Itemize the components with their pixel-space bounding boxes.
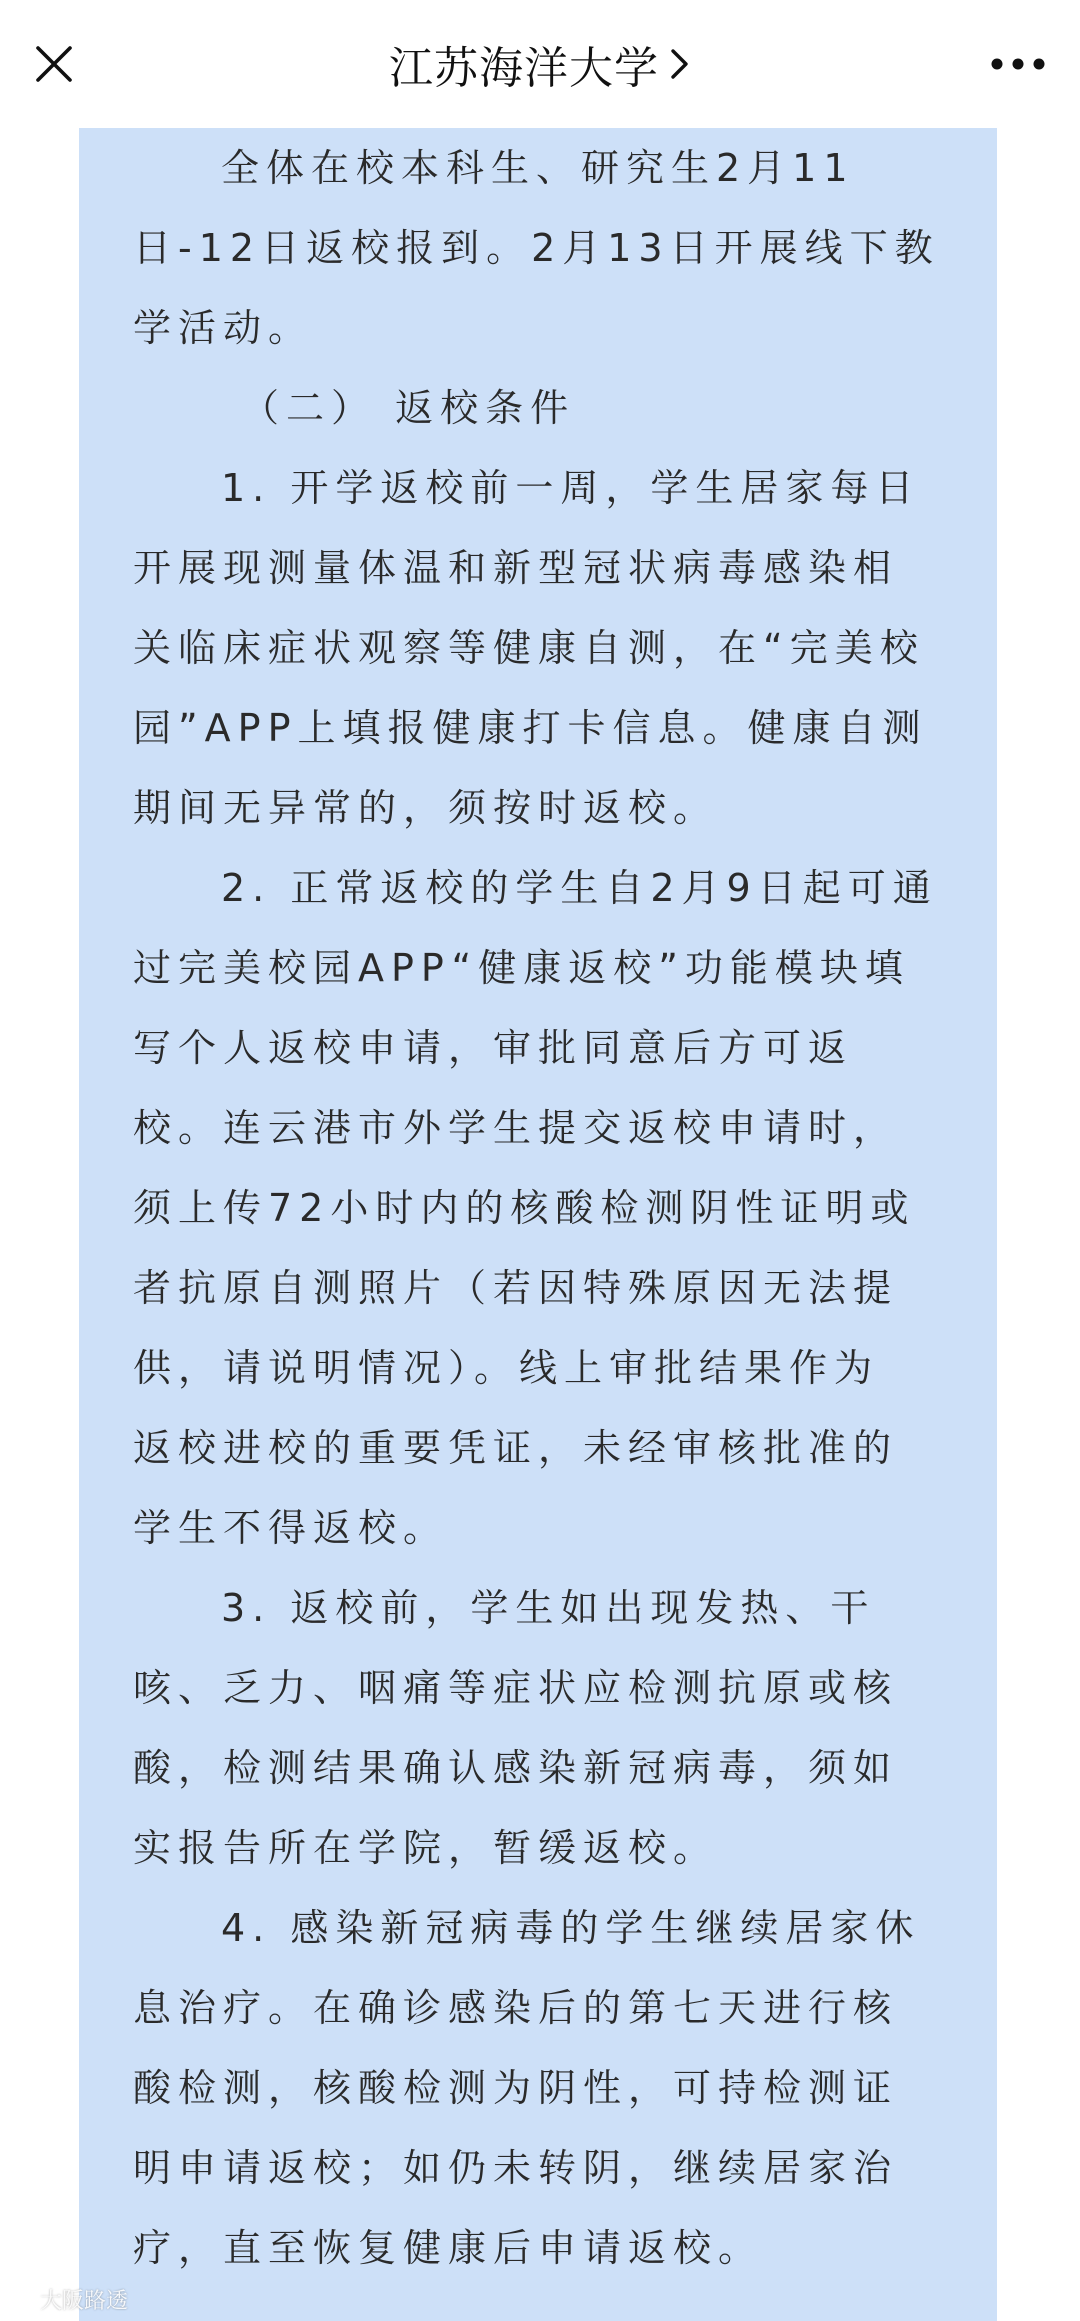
article-line: 疗，直至恢复健康后申请返校。 <box>133 2226 764 2270</box>
article-line: 关临床症状观察等健康自测，在“完美校 <box>133 626 925 670</box>
watermark <box>6 2284 128 2315</box>
article-line: 全体在校本科生、研究生2月11 <box>221 146 855 190</box>
article-line: 4. 感染新冠病毒的学生继续居家休 <box>221 1906 921 1950</box>
article-line: 期间无异常的，须按时返校。 <box>133 786 719 830</box>
article-line: 实报告所在学院，暂缓返校。 <box>133 1826 719 1870</box>
article-line: 学生不得返校。 <box>133 1506 449 1550</box>
article-line: 园”APP上填报健康打卡信息。健康自测 <box>133 706 928 750</box>
account-name: 江苏海洋大学 <box>389 43 659 94</box>
article-line: 写个人返校申请，审批同意后方可返 <box>133 1026 854 1070</box>
document-image <box>79 128 997 2321</box>
article-line: 2. 正常返校的学生自2月9日起可通 <box>221 866 938 910</box>
weibo-logo-icon <box>6 2288 36 2312</box>
article-line: 酸检测，核酸检测为阴性，可持检测证 <box>133 2066 899 2110</box>
close-button[interactable] <box>22 32 86 96</box>
article-line: 供，请说明情况）。线上审批结果作为 <box>133 1346 880 1390</box>
article-line: 酸，检测结果确认感染新冠病毒，须如 <box>133 1746 899 1790</box>
close-icon <box>34 44 74 84</box>
article-line: 3. 返校前，学生如出现发热、干 <box>221 1586 876 1630</box>
article-line: 须上传72小时内的核酸检测阴性证明或 <box>133 1186 916 1230</box>
article-line: 过完美校园APP“健康返校”功能模块填 <box>133 946 910 990</box>
article-line: 者抗原自测照片（若因特殊原因无法提 <box>133 1266 899 1310</box>
article-line: 学活动。 <box>133 306 314 350</box>
article-line: 日-12日返校报到。2月13日开展线下教 <box>133 226 940 270</box>
article-line: 开展现测量体温和新型冠状病毒感染相 <box>133 546 899 590</box>
watermark-text: 大阪路透 <box>40 2289 129 2314</box>
article-line: 校。连云港市外学生提交返校申请时， <box>133 1106 899 1150</box>
article-line: 1. 开学返校前一周，学生居家每日 <box>221 466 921 510</box>
article-line: 息治疗。在确诊感染后的第七天进行核 <box>133 1986 899 2030</box>
account-title[interactable] <box>389 32 691 96</box>
article-line: 咳、乏力、咽痛等症状应检测抗原或核 <box>133 1666 899 1710</box>
chevron-right-icon <box>669 47 691 81</box>
article-line: 明申请返校；如仍未转阴，继续居家治 <box>133 2146 899 2190</box>
top-navigation-bar <box>0 0 1080 128</box>
article-line: （二） 返校条件 <box>241 386 576 430</box>
more-options-button[interactable] <box>986 32 1050 96</box>
more-icon <box>990 57 1046 71</box>
article-line: 返校进校的重要凭证，未经审核批准的 <box>133 1426 899 1470</box>
document-text <box>133 128 953 2288</box>
